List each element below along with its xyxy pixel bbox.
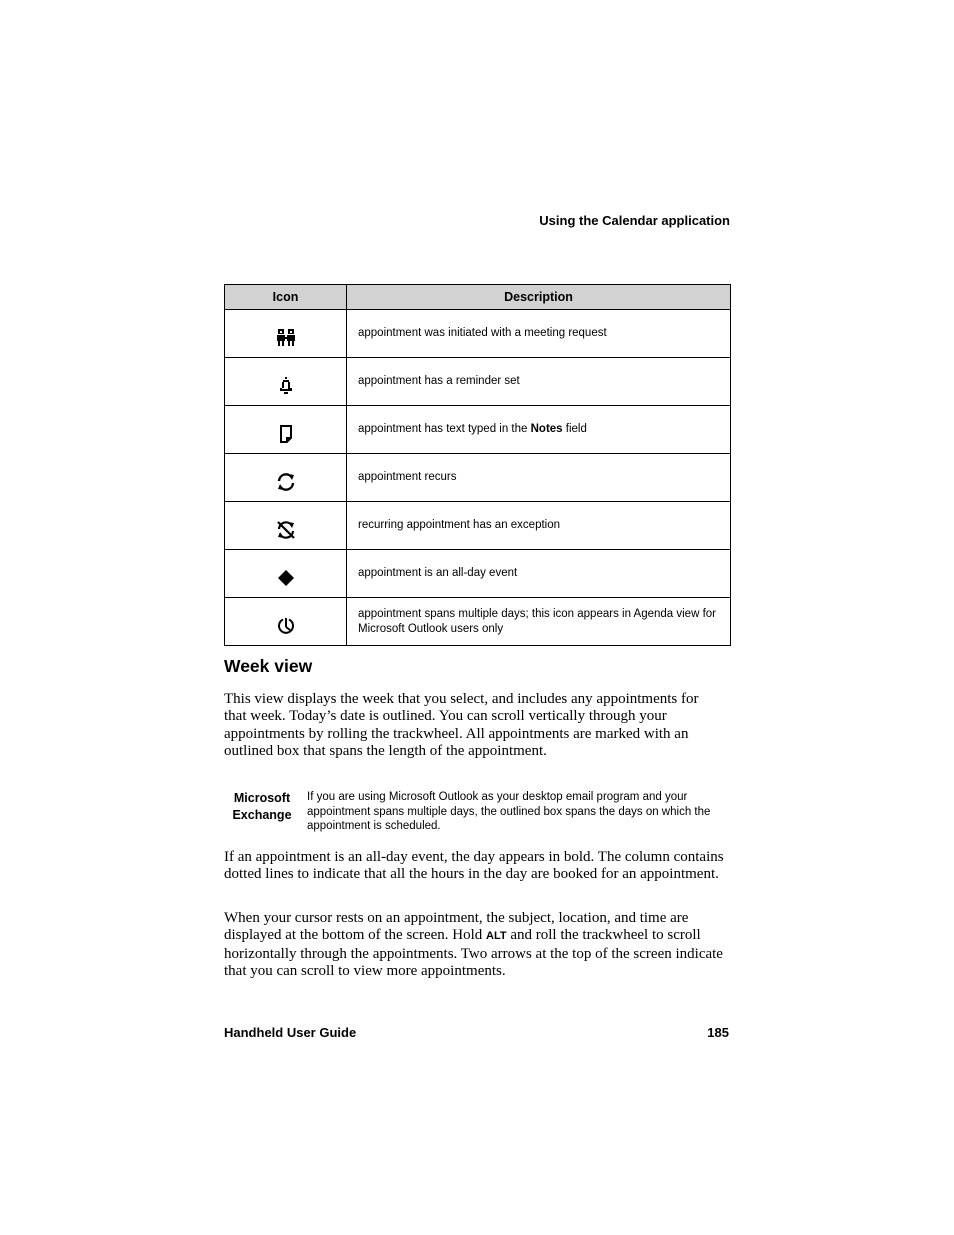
icon-cell: [225, 406, 347, 454]
running-header: Using the Calendar application: [539, 213, 730, 228]
description-cell: appointment has a reminder set: [347, 358, 731, 406]
table-row: [225, 502, 731, 550]
description-cell: appointment was initiated with a meeting request: [347, 310, 731, 358]
notes-page-icon: [275, 423, 297, 445]
footer-guide-title: Handheld User Guide: [224, 1025, 357, 1040]
alt-key-label: ALT: [486, 930, 507, 943]
intro-paragraph: This view displays the week that you select, and includes any appointments for that week. Today’s date is outlined. You can scroll vertically through your appointments by rolling the trackwheel. All appointments are marked with an outlined box that spans the length of the appointment.: [224, 691, 699, 760]
icon-description-table: [224, 284, 731, 646]
note-label-line: Microsoft: [233, 791, 291, 805]
description-cell: [347, 406, 731, 454]
description-text: field: [562, 423, 587, 435]
note-text: If you are using Microsoft Outlook as your desktop email program and your appointment spans multiple days, the outlined box spans the days on which the appointment is scheduled.: [307, 791, 711, 832]
icon-cell: [225, 502, 347, 550]
icon-cell: [225, 358, 347, 406]
table-row: [225, 310, 731, 358]
table-row: [225, 358, 731, 406]
table-row: [225, 406, 731, 454]
all-day-paragraph: If an appointment is an all-day event, the day appears in bold. The column contains dotted lines to indicate that all the hours in the day are booked for an appointment.: [224, 849, 724, 883]
paragraph-text: and roll the trackwheel to scroll horizontally through the appointments. Two arrows at the top of the screen indicate that you can scroll to view more appointments.: [224, 927, 723, 980]
description-cell: appointment spans multiple days; this icon appears in Agenda view for Microsoft Outlook users only: [347, 598, 731, 646]
description-cell: appointment is an all-day event: [347, 550, 731, 598]
meeting-request-icon: [275, 327, 297, 349]
icon-cell: [225, 598, 347, 646]
table-row: [225, 550, 731, 598]
icon-column-header: Icon: [225, 285, 347, 310]
notes-field-name: Notes: [530, 423, 563, 435]
all-day-diamond-icon: [275, 567, 297, 589]
table-row: [225, 454, 731, 502]
description-cell: appointment recurs: [347, 454, 731, 502]
description-cell: recurring appointment has an exception: [347, 502, 731, 550]
recurring-icon: [275, 471, 297, 493]
recurring-exception-icon: [275, 519, 297, 541]
reminder-bell-icon: [275, 375, 297, 397]
multi-day-clock-icon: [275, 615, 297, 637]
paragraph-text: When your cursor rests on an appointment, the subject, location, and time are displayed at the bottom of the screen. Hold: [224, 910, 689, 944]
note-label: [224, 790, 300, 824]
description-text: appointment has text typed in the: [358, 423, 531, 435]
page-number: 185: [707, 1025, 729, 1040]
icon-cell: [225, 454, 347, 502]
table-header-row: [225, 285, 731, 310]
icon-cell: [225, 310, 347, 358]
description-column-header: Description: [347, 285, 731, 310]
section-heading: Week view: [224, 656, 313, 676]
cursor-paragraph: [224, 910, 724, 981]
table-row: [225, 598, 731, 646]
note-label-line: Exchange: [232, 808, 292, 822]
icon-cell: [225, 550, 347, 598]
